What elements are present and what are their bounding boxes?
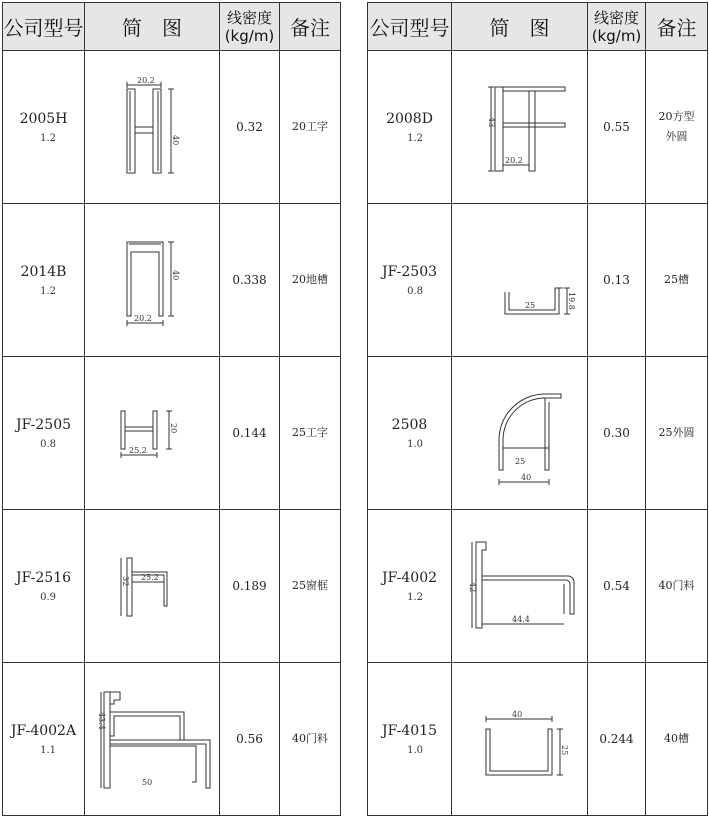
door-profile-icon bbox=[460, 536, 580, 636]
svg-text:40: 40 bbox=[171, 270, 180, 281]
model-cell: 2008D 1.2 bbox=[368, 51, 452, 204]
table-row bbox=[3, 663, 341, 816]
svg-text:19.8: 19.8 bbox=[566, 292, 576, 310]
model-cell: 2014B 1.2 bbox=[3, 204, 85, 357]
density-cell: 0.144 bbox=[220, 357, 280, 510]
note-cell: 25工字 bbox=[280, 357, 341, 510]
svg-text:42: 42 bbox=[467, 582, 477, 593]
table-row bbox=[3, 204, 341, 357]
density-cell: 0.13 bbox=[588, 204, 646, 357]
density-cell: 0.338 bbox=[220, 204, 280, 357]
header-density: 线密度 (kg/m) bbox=[588, 3, 646, 51]
table-row bbox=[368, 51, 708, 204]
note-cell: 20方型 外圆 bbox=[646, 51, 708, 204]
svg-text:25: 25 bbox=[524, 301, 535, 310]
diagram-cell bbox=[85, 51, 220, 204]
header-diagram: 简 图 bbox=[85, 3, 220, 51]
diagram-cell bbox=[452, 357, 588, 510]
model-cell: JF-2516 0.9 bbox=[3, 510, 85, 663]
density-cell: 0.32 bbox=[220, 51, 280, 204]
note-cell: 40门料 bbox=[646, 510, 708, 663]
table-row bbox=[3, 510, 341, 663]
density-cell: 0.244 bbox=[588, 663, 646, 816]
model-cell: JF-2503 0.8 bbox=[368, 204, 452, 357]
table-row bbox=[368, 357, 708, 510]
note-cell: 25槽 bbox=[646, 204, 708, 357]
header-note: 备注 bbox=[280, 3, 341, 51]
note-cell: 40槽 bbox=[646, 663, 708, 816]
model-cell: 2005H 1.2 bbox=[3, 51, 85, 204]
diagram-cell bbox=[85, 204, 220, 357]
density-cell: 0.30 bbox=[588, 357, 646, 510]
density-cell: 0.55 bbox=[588, 51, 646, 204]
svg-text:40: 40 bbox=[511, 710, 522, 719]
model-cell: JF-4002 1.2 bbox=[368, 510, 452, 663]
svg-text:20: 20 bbox=[169, 423, 178, 434]
svg-text:50: 50 bbox=[142, 778, 153, 787]
model-cell: JF-4015 1.0 bbox=[368, 663, 452, 816]
svg-text:20.2: 20.2 bbox=[134, 314, 152, 323]
model-cell: JF-4002A 1.1 bbox=[3, 663, 85, 816]
note-cell: 25外圆 bbox=[646, 357, 708, 510]
diagram-cell bbox=[85, 510, 220, 663]
svg-text:25: 25 bbox=[514, 457, 525, 466]
note-cell: 20工字 bbox=[280, 51, 341, 204]
model-cell: 2508 1.0 bbox=[368, 357, 452, 510]
svg-text:20.2: 20.2 bbox=[137, 76, 155, 85]
diagram-cell bbox=[452, 663, 588, 816]
h-profile-icon bbox=[107, 77, 197, 177]
channel-profile-icon bbox=[107, 230, 197, 330]
table-row bbox=[3, 357, 341, 510]
diagram-cell bbox=[452, 510, 588, 663]
density-cell: 0.54 bbox=[588, 510, 646, 663]
header-diagram: 简 图 bbox=[452, 3, 588, 51]
diagram-cell bbox=[85, 663, 220, 816]
svg-text:20.2: 20.2 bbox=[504, 156, 523, 165]
window-frame-profile-icon bbox=[107, 536, 197, 636]
svg-text:25.2: 25.2 bbox=[129, 446, 147, 455]
door-profile-icon bbox=[92, 684, 212, 794]
density-cell: 0.189 bbox=[220, 510, 280, 663]
diagram-cell bbox=[85, 357, 220, 510]
svg-text:43: 43 bbox=[486, 117, 496, 128]
header-note: 备注 bbox=[646, 3, 708, 51]
header-row bbox=[368, 3, 708, 51]
header-density: 线密度 (kg/m) bbox=[220, 3, 280, 51]
svg-text:43.4: 43.4 bbox=[97, 712, 106, 730]
table-row bbox=[368, 510, 708, 663]
right-spec-table bbox=[367, 2, 708, 816]
table-row bbox=[368, 204, 708, 357]
diagram-cell bbox=[452, 51, 588, 204]
note-cell: 40门料 bbox=[280, 663, 341, 816]
density-cell: 0.56 bbox=[220, 663, 280, 816]
u-channel-profile-icon bbox=[465, 230, 575, 330]
note-cell: 25窗框 bbox=[280, 510, 341, 663]
diagram-cell bbox=[452, 204, 588, 357]
channel-profile-icon bbox=[460, 689, 580, 789]
header-row bbox=[3, 3, 341, 51]
left-spec-table bbox=[2, 2, 341, 816]
square-round-profile-icon bbox=[465, 77, 575, 177]
header-model: 公司型号 bbox=[368, 3, 452, 51]
svg-text:25: 25 bbox=[559, 745, 569, 756]
svg-text:25.2: 25.2 bbox=[141, 573, 159, 582]
svg-text:32: 32 bbox=[121, 576, 130, 587]
table-row bbox=[368, 663, 708, 816]
svg-text:40: 40 bbox=[171, 135, 180, 146]
round-corner-profile-icon bbox=[465, 378, 575, 488]
svg-text:40: 40 bbox=[520, 473, 531, 482]
svg-text:44.4: 44.4 bbox=[511, 615, 530, 624]
table-row bbox=[3, 51, 341, 204]
model-cell: JF-2505 0.8 bbox=[3, 357, 85, 510]
header-model: 公司型号 bbox=[3, 3, 85, 51]
note-cell: 20地槽 bbox=[280, 204, 341, 357]
i-profile-icon bbox=[107, 383, 197, 483]
